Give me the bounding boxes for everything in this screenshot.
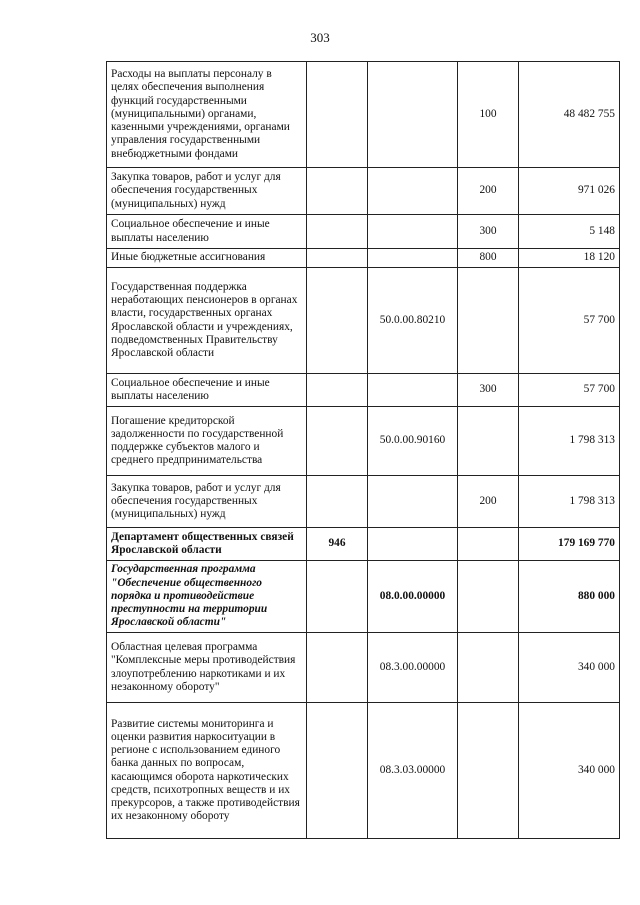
- table-row: [107, 215, 620, 249]
- row-department-code: [307, 168, 368, 215]
- row-department-code: [307, 374, 368, 407]
- row-name: Областная целевая программа "Комплексные меры противодействия злоупотреблению наркотиками и их незаконному обороту": [107, 633, 307, 703]
- row-amount: 57 700: [519, 374, 620, 407]
- row-target-article: [368, 168, 458, 215]
- row-target-article: [368, 215, 458, 249]
- row-department-code: [307, 407, 368, 476]
- row-expense-type: 300: [458, 374, 519, 407]
- row-name: Государственная поддержка неработающих пенсионеров в органах власти, государственных органах Ярославской области и учреждениях, подведомственных Правительству Ярославской области: [107, 268, 307, 374]
- row-target-article: 08.0.00.00000: [368, 561, 458, 633]
- row-expense-type: [458, 703, 519, 839]
- row-amount: 57 700: [519, 268, 620, 374]
- table-row: [107, 703, 620, 839]
- row-expense-type: [458, 407, 519, 476]
- row-name: Закупка товаров, работ и услуг для обеспечения государственных (муниципальных) нужд: [107, 168, 307, 215]
- table-row: [107, 561, 620, 633]
- row-amount: 18 120: [519, 249, 620, 268]
- row-amount: 48 482 755: [519, 62, 620, 168]
- row-expense-type: [458, 268, 519, 374]
- row-department-code: [307, 633, 368, 703]
- row-expense-type: [458, 633, 519, 703]
- row-expense-type: [458, 528, 519, 561]
- table-row: [107, 528, 620, 561]
- budget-table: [106, 61, 620, 839]
- row-name: Департамент общественных связей Ярославской области: [107, 528, 307, 561]
- row-target-article: [368, 374, 458, 407]
- row-target-article: [368, 249, 458, 268]
- row-target-article: 08.3.03.00000: [368, 703, 458, 839]
- row-target-article: 50.0.00.80210: [368, 268, 458, 374]
- row-name: Социальное обеспечение и иные выплаты населению: [107, 374, 307, 407]
- row-expense-type: 200: [458, 168, 519, 215]
- row-name: Государственная программа "Обеспечение общественного порядка и противодействие преступности на территории Ярославской области": [107, 561, 307, 633]
- row-amount: 5 148: [519, 215, 620, 249]
- table-row: [107, 407, 620, 476]
- row-target-article: [368, 476, 458, 528]
- row-department-code: [307, 561, 368, 633]
- row-department-code: [307, 703, 368, 839]
- table-row: [107, 374, 620, 407]
- row-expense-type: [458, 561, 519, 633]
- row-expense-type: 100: [458, 62, 519, 168]
- table-row: [107, 168, 620, 215]
- row-department-code: 946: [307, 528, 368, 561]
- row-department-code: [307, 249, 368, 268]
- row-amount: 1 798 313: [519, 407, 620, 476]
- row-amount: 880 000: [519, 561, 620, 633]
- row-department-code: [307, 476, 368, 528]
- table-row: [107, 633, 620, 703]
- row-target-article: [368, 528, 458, 561]
- row-amount: 1 798 313: [519, 476, 620, 528]
- table-row: [107, 268, 620, 374]
- row-name: Погашение кредиторской задолженности по государственной поддержке субъектов малого и среднего предпринимательства: [107, 407, 307, 476]
- row-amount: 340 000: [519, 703, 620, 839]
- row-amount: 179 169 770: [519, 528, 620, 561]
- row-target-article: 50.0.00.90160: [368, 407, 458, 476]
- row-department-code: [307, 215, 368, 249]
- row-amount: 340 000: [519, 633, 620, 703]
- table-row: [107, 62, 620, 168]
- row-name: Закупка товаров, работ и услуг для обеспечения государственных (муниципальных) нужд: [107, 476, 307, 528]
- table-row: [107, 476, 620, 528]
- page-number: 303: [310, 30, 330, 45]
- row-target-article: 08.3.00.00000: [368, 633, 458, 703]
- row-expense-type: 300: [458, 215, 519, 249]
- table-row: [107, 249, 620, 268]
- row-department-code: [307, 268, 368, 374]
- row-amount: 971 026: [519, 168, 620, 215]
- row-name: Социальное обеспечение и иные выплаты населению: [107, 215, 307, 249]
- row-expense-type: 200: [458, 476, 519, 528]
- row-name: Развитие системы мониторинга и оценки развития наркоситуации в регионе с использованием единого банка данных по вопросам, касающимся оборота наркотических средств, психотропных веществ и их прекурсоров, а также противодействия их незаконному обороту: [107, 703, 307, 839]
- row-target-article: [368, 62, 458, 168]
- row-expense-type: 800: [458, 249, 519, 268]
- row-department-code: [307, 62, 368, 168]
- row-name: Расходы на выплаты персоналу в целях обеспечения выполнения функций государственными (муниципальными) органами, казенными учреждениями, органами управления государственными внебюджетными фондами: [107, 62, 307, 168]
- row-name: Иные бюджетные ассигнования: [107, 249, 307, 268]
